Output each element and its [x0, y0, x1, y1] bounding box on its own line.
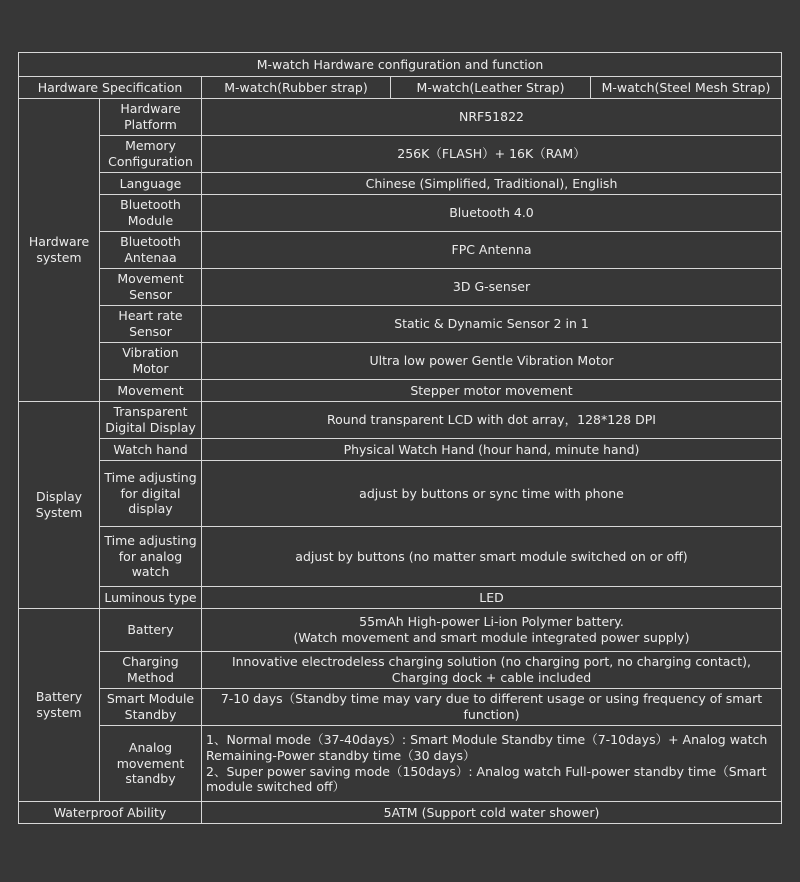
table-row [19, 195, 782, 232]
row-value: Innovative electrodeless charging solution (no charging port, no charging contact), Charging dock + cable included [202, 652, 782, 689]
table-row [19, 802, 782, 824]
header-model-rubber: M-watch(Rubber strap) [202, 77, 391, 99]
table-row [19, 461, 782, 527]
row-value: Ultra low power Gentle Vibration Motor [202, 343, 782, 380]
row-value: 55mAh High-power Li-ion Polymer battery. (Watch movement and smart module integrated power supply) [202, 609, 782, 652]
row-label-waterproof: Waterproof Ability [19, 802, 202, 824]
title-row [19, 53, 782, 77]
table-row [19, 173, 782, 195]
group-hardware-system: Hardware system [19, 99, 100, 402]
row-label: Vibration Motor [100, 343, 202, 380]
table-row [19, 99, 782, 136]
row-label: Time adjusting for analog watch [100, 527, 202, 587]
table-row [19, 232, 782, 269]
row-label: Movement [100, 380, 202, 402]
row-label: Bluetooth Antenaa [100, 232, 202, 269]
row-value: NRF51822 [202, 99, 782, 136]
row-label: Time adjusting for digital display [100, 461, 202, 527]
row-value: Static & Dynamic Sensor 2 in 1 [202, 306, 782, 343]
group-display-system: Display System [19, 402, 100, 609]
row-value: Chinese (Simplified, Traditional), English [202, 173, 782, 195]
table-row [19, 587, 782, 609]
row-value-waterproof: 5ATM (Support cold water shower) [202, 802, 782, 824]
row-label: Charging Method [100, 652, 202, 689]
row-label: Transparent Digital Display [100, 402, 202, 439]
row-label: Smart Module Standby [100, 689, 202, 726]
row-value: 256K（FLASH）+ 16K（RAM） [202, 136, 782, 173]
row-label: Luminous type [100, 587, 202, 609]
table-row [19, 726, 782, 802]
row-label: Hardware Platform [100, 99, 202, 136]
table-row [19, 527, 782, 587]
table-row [19, 652, 782, 689]
table-row [19, 689, 782, 726]
row-value: adjust by buttons (no matter smart module switched on or off) [202, 527, 782, 587]
table-title: M-watch Hardware configuration and function [19, 53, 782, 77]
row-value: LED [202, 587, 782, 609]
table-row [19, 609, 782, 652]
header-spec: Hardware Specification [19, 77, 202, 99]
table-row [19, 380, 782, 402]
row-label: Analog movement standby [100, 726, 202, 802]
header-model-steel-mesh: M-watch(Steel Mesh Strap) [591, 77, 782, 99]
spec-table [18, 52, 782, 824]
row-label: Battery [100, 609, 202, 652]
row-value: 1、Normal mode（37-40days）: Smart Module Standby time（7-10days）+ Analog watch Remaining-Power standby time（30 days） 2、Super power saving mode（150days）: Analog watch Full-power standby time（Smart module switched off） [202, 726, 782, 802]
row-label: Heart rate Sensor [100, 306, 202, 343]
row-value: Stepper motor movement [202, 380, 782, 402]
row-label: Memory Configuration [100, 136, 202, 173]
row-value: Round transparent LCD with dot array，128*128 DPI [202, 402, 782, 439]
table-row [19, 439, 782, 461]
row-value: 7-10 days（Standby time may vary due to different usage or using frequency of smart function) [202, 689, 782, 726]
row-value: adjust by buttons or sync time with phone [202, 461, 782, 527]
header-model-leather: M-watch(Leather Strap) [391, 77, 591, 99]
row-value: 3D G-senser [202, 269, 782, 306]
header-row [19, 77, 782, 99]
table-row [19, 343, 782, 380]
table-row [19, 402, 782, 439]
row-value: Physical Watch Hand (hour hand, minute hand) [202, 439, 782, 461]
row-value: FPC Antenna [202, 232, 782, 269]
row-label: Language [100, 173, 202, 195]
table-row [19, 136, 782, 173]
row-label: Watch hand [100, 439, 202, 461]
row-value: Bluetooth 4.0 [202, 195, 782, 232]
row-label: Movement Sensor [100, 269, 202, 306]
row-label: Bluetooth Module [100, 195, 202, 232]
table-row [19, 269, 782, 306]
table-row [19, 306, 782, 343]
group-battery-system: Battery system [19, 609, 100, 802]
